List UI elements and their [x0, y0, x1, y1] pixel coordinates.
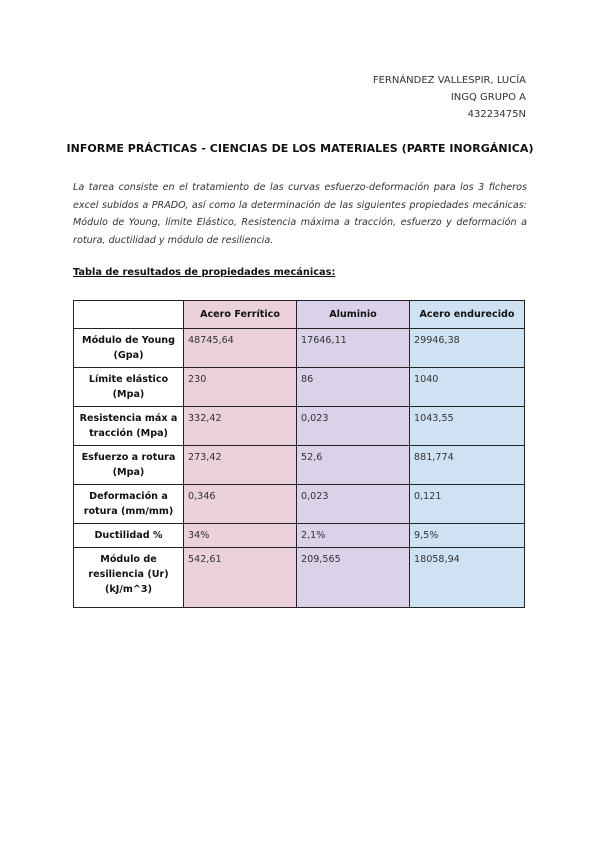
report-title: INFORME PRÁCTICAS - CIENCIAS DE LOS MATERIALES (PARTE INORGÁNICA): [66, 142, 534, 155]
intro-paragraph: La tarea consiste en el tratamiento de las curvas esfuerzo-deformación para los 3 ficheros excel subidos a PRADO, así como la determinación de las siguientes propiedades mecánicas: Módulo de Young, límite Elástico, Resistencia máxima a tracción, esfuerzo y deformación a rotura, ductilidad y módulo de resiliencia.: [73, 182, 527, 246]
cell-value: 17646,11: [297, 329, 410, 368]
cell-value: 273,42: [184, 446, 297, 485]
header-aluminio: Aluminio: [297, 301, 410, 329]
cell-value: 542,61: [184, 548, 297, 608]
cell-value: 209,565: [297, 548, 410, 608]
cell-value: 332,42: [184, 407, 297, 446]
author-name: FERNÁNDEZ VALLESPIR, LUCÍA: [372, 75, 526, 86]
author-group: INGQ GRUPO A: [450, 92, 526, 103]
table-row: [74, 446, 525, 485]
table-row: [74, 524, 525, 548]
cell-value: 1043,55: [410, 407, 525, 446]
author-block: [373, 72, 526, 123]
cell-value: 48745,64: [184, 329, 297, 368]
cell-value: 0,023: [297, 485, 410, 524]
cell-value: 881,774: [410, 446, 525, 485]
properties-table: [73, 300, 525, 608]
cell-value: 0,023: [297, 407, 410, 446]
cell-value: 2,1%: [297, 524, 410, 548]
cell-value: 86: [297, 368, 410, 407]
header-acero-ferritico: Acero Ferrítico: [184, 301, 297, 329]
row-label: Módulo de resiliencia (Ur) (kJ/m^3): [74, 548, 184, 608]
cell-value: 52,6: [297, 446, 410, 485]
table-header-row: [74, 301, 525, 329]
row-label: Resistencia máx a tracción (Mpa): [74, 407, 184, 446]
header-acero-endurecido: Acero endurecido: [410, 301, 525, 329]
cell-value: 230: [184, 368, 297, 407]
cell-value: 29946,38: [410, 329, 525, 368]
row-label: Ductilidad %: [74, 524, 184, 548]
row-label: Deformación a rotura (mm/mm): [74, 485, 184, 524]
table-caption: Tabla de resultados de propiedades mecánicas:: [73, 267, 336, 278]
table-row: [74, 485, 525, 524]
row-label: Límite elástico (Mpa): [74, 368, 184, 407]
cell-value: 0,121: [410, 485, 525, 524]
cell-value: 9,5%: [410, 524, 525, 548]
table-row: [74, 407, 525, 446]
row-label: Esfuerzo a rotura (Mpa): [74, 446, 184, 485]
cell-value: 1040: [410, 368, 525, 407]
cell-value: 0,346: [184, 485, 297, 524]
table-row: [74, 329, 525, 368]
cell-value: 34%: [184, 524, 297, 548]
header-corner-cell: [74, 301, 184, 329]
author-id: 43223475N: [467, 109, 526, 120]
row-label: Módulo de Young (Gpa): [74, 329, 184, 368]
table-row: [74, 368, 525, 407]
cell-value: 18058,94: [410, 548, 525, 608]
table-row: [74, 548, 525, 608]
